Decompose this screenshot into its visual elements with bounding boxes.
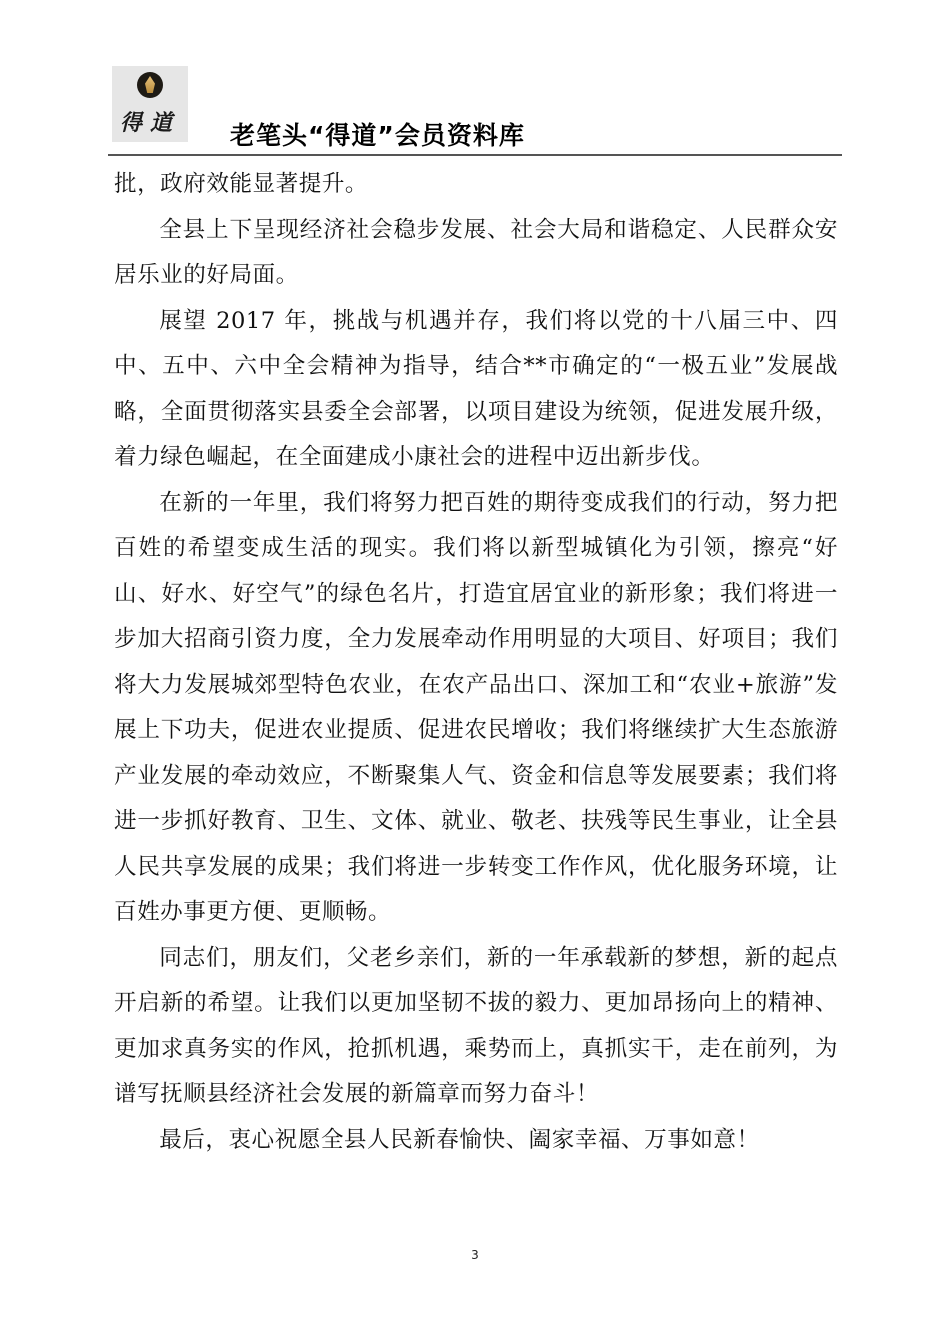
paragraph: 最后，衷心祝愿全县人民新春愉快、阖家幸福、万事如意！ [159, 1126, 760, 1153]
header-divider [108, 154, 842, 156]
pen-nib-icon [137, 72, 163, 98]
paragraph: 批，政府效能显著提升。 [114, 171, 369, 197]
page-header [108, 66, 842, 156]
paragraph: 同志们，朋友们，父老乡亲们，新的一年承载新的梦想，新的起点开启新的希望。让我们以更加坚韧不拔的毅力、更加昂扬向上的精神、更加求真务实的作风，抢抓机遇，乘势而上，真抓实干，走在前列，为谱写抚顺县经济社会发展的新篇章而努力奋斗！ [114, 944, 838, 1107]
paragraph: 展望 2017 年，挑战与机遇并存，我们将以党的十八届三中、四中、五中、六中全会精神为指导，结合**市确定的“一极五业”发展战略，全面贯彻落实县委全会部署，以项目建设为统领，促进发展升级，着力绿色崛起，在全面建成小康社会的进程中迈出新步伐。 [114, 307, 838, 470]
header-title: 老笔头“得道”会员资料库 [230, 121, 525, 150]
document-body [114, 162, 838, 1163]
paragraph: 在新的一年里，我们将努力把百姓的期待变成我们的行动，努力把百姓的希望变成生活的现实。我们将以新型城镇化为引领，擦亮“好山、好水、好空气”的绿色名片，打造宜居宜业的新形象；我们将进一步加大招商引资力度，全力发展牵动作用明显的大项目、好项目；我们将大力发展城郊型特色农业，在农产品出口、深加工和“农业+旅游”发展上下功夫，促进农业提质、促进农民增收；我们将继续扩大生态旅游产业发展的牵动效应，不断聚集人气、资金和信息等发展要素；我们将进一步抓好教育、卫生、文体、就业、敬老、扶残等民生事业，让全县人民共享发展的成果；我们将进一步转变工作作风，优化服务环境，让百姓办事更方便、更顺畅。 [114, 489, 838, 925]
pen-nib-shape [145, 76, 155, 93]
paragraph: 全县上下呈现经济社会稳步发展、社会大局和谐稳定、人民群众安居乐业的好局面。 [114, 216, 838, 288]
logo-text: 得道 [119, 110, 180, 136]
logo [112, 66, 188, 142]
page-number: 3 [471, 1248, 479, 1262]
